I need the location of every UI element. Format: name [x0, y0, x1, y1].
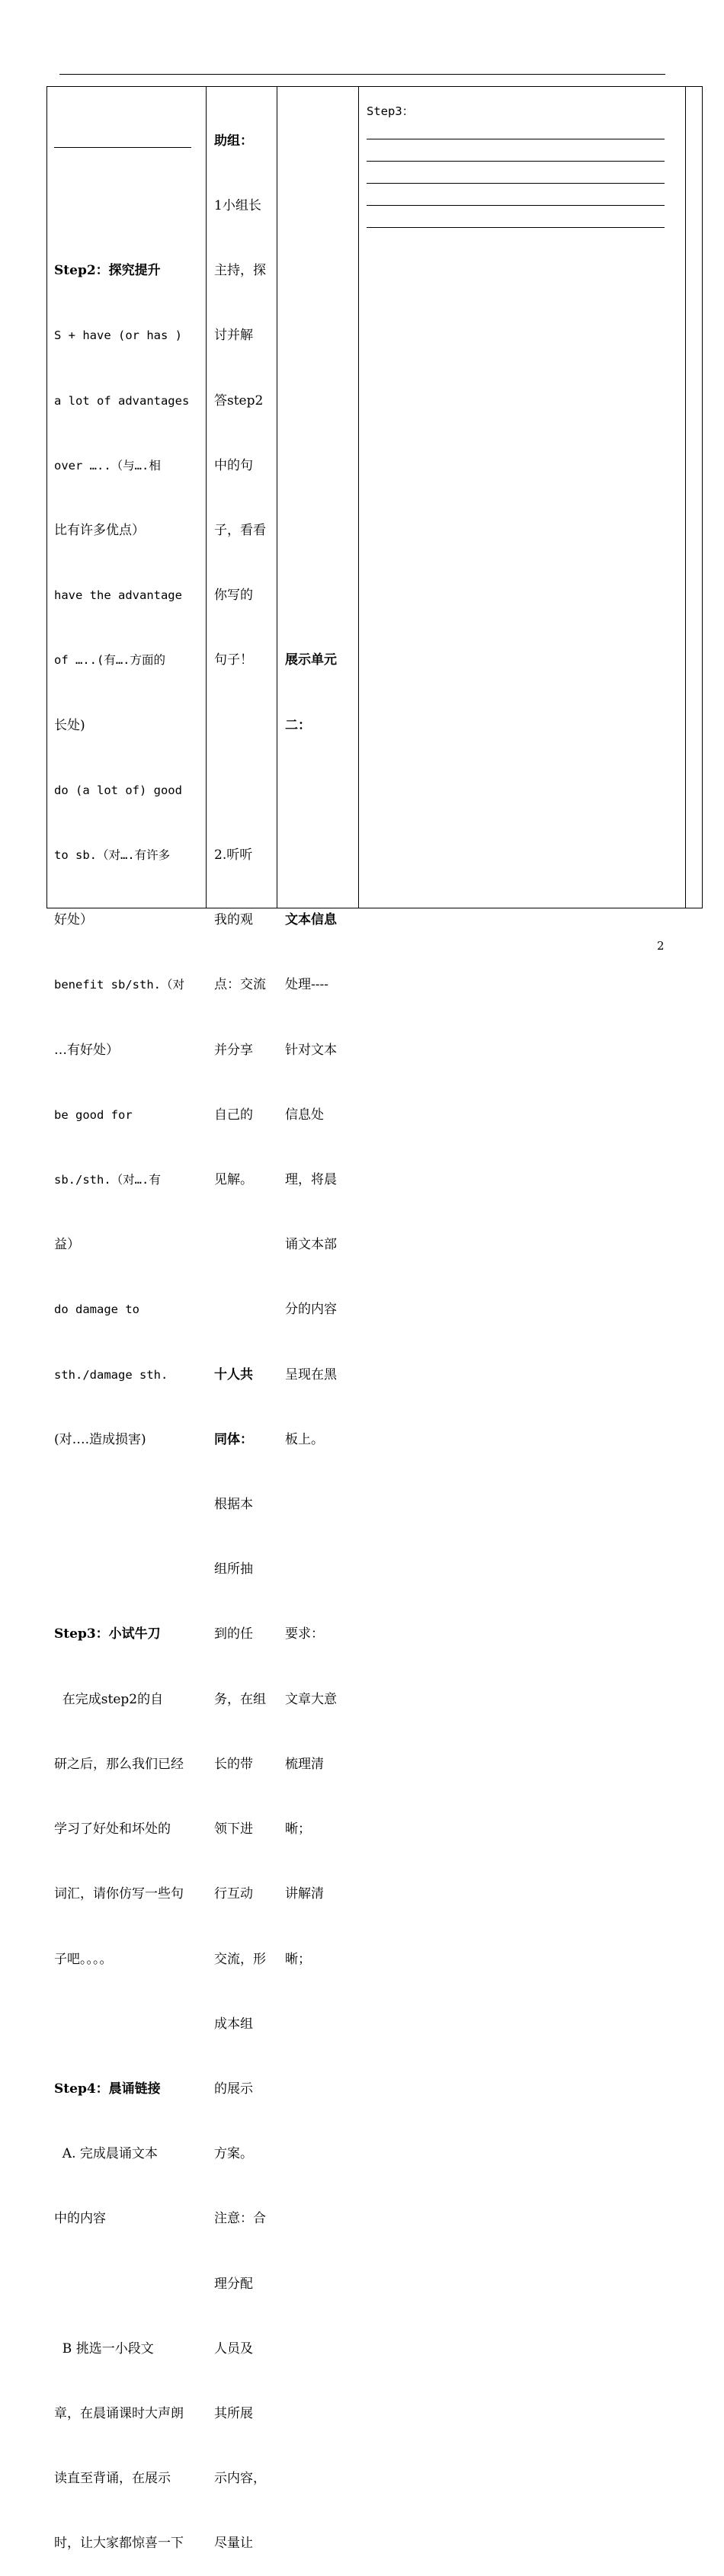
text-line: 长处) — [54, 717, 85, 733]
text-line: 理，将晨 — [285, 1172, 337, 1188]
text-line — [285, 844, 355, 866]
table-right-border — [702, 86, 703, 908]
column-student-activities — [54, 87, 203, 2576]
text-line: 到的任 — [214, 1626, 253, 1642]
section-heading-step2: Step2：探究提升 — [54, 263, 161, 279]
text-line — [285, 195, 355, 216]
section-heading-step3: Step3：小试牛刀 — [54, 1626, 161, 1642]
text-line: 同体： — [214, 1431, 253, 1447]
section-heading-step4: Step4：晨诵链接 — [54, 2081, 161, 2097]
text-line — [54, 195, 203, 216]
text-line: 板上。 — [285, 1431, 324, 1447]
table-left-border — [46, 86, 47, 908]
text-line: 示内容， — [214, 2471, 266, 2487]
text-line: do damage to — [54, 1302, 139, 1317]
text-line: 长的带 — [214, 1756, 253, 1772]
text-line: 你写的 — [214, 588, 253, 604]
text-line — [285, 390, 355, 412]
text-line: 晰； — [285, 1951, 311, 1967]
text-line — [285, 1559, 355, 1580]
text-line: of …..(有….方面的 — [54, 653, 165, 668]
text-line: 交流，形 — [214, 1951, 266, 1967]
text-line: 处理---- — [285, 977, 328, 993]
text-line: sth./damage sth. — [54, 1367, 168, 1382]
text-line — [214, 780, 275, 801]
text-line: 研之后，那么我们已经 — [54, 1756, 184, 1772]
answer-line — [367, 183, 665, 184]
text-line: 主持，探 — [214, 263, 266, 279]
column-group-activities — [214, 87, 275, 2576]
text-line: 中的内容 — [54, 2211, 106, 2227]
text-line: A. 完成晨诵文本 — [54, 2146, 158, 2162]
text-line: 人员及 — [214, 2341, 253, 2357]
text-line — [214, 1234, 275, 1255]
text-line: 十人共 — [214, 1366, 253, 1383]
text-line — [54, 1559, 203, 1580]
text-line: 根据本 — [214, 1497, 253, 1513]
text-line — [285, 455, 355, 476]
text-line: 自己的 — [214, 1107, 253, 1123]
text-line: 讲解清 — [285, 1886, 324, 1902]
text-line: 信息处 — [285, 1107, 324, 1123]
text-line: 务，在组 — [214, 1691, 266, 1707]
text-line: 二： — [285, 717, 311, 733]
text-line: 讨并解 — [214, 328, 253, 344]
text-line: 中的句 — [214, 457, 253, 473]
text-line — [54, 1494, 203, 1515]
column-divider-3 — [358, 86, 359, 908]
answer-line — [367, 161, 665, 162]
text-line: 章，在晨诵课时大声朗 — [54, 2405, 184, 2421]
text-line: 2.听听 — [214, 847, 253, 863]
text-line: (对….造成损害) — [54, 1431, 146, 1447]
text-line: 好处） — [54, 912, 93, 928]
text-line — [285, 260, 355, 281]
text-line: 文本信息 — [285, 912, 337, 928]
text-line: 分的内容 — [285, 1302, 337, 1318]
answer-line — [367, 205, 665, 206]
text-line — [285, 1494, 355, 1515]
text-line: 助组： — [214, 133, 253, 149]
text-line: 针对文本 — [285, 1042, 337, 1058]
text-line: 尽量让 — [214, 2536, 253, 2552]
text-line: 益） — [54, 1237, 80, 1253]
text-line: over …..（与….相 — [54, 458, 161, 473]
text-line — [54, 2014, 203, 2035]
text-line: 文章大意 — [285, 1691, 337, 1707]
text-line: B 挑选一小段文 — [54, 2341, 154, 2357]
text-line: have the advantage — [54, 588, 182, 603]
text-line: 理分配 — [214, 2276, 253, 2292]
text-line: to sb.（对….有许多 — [54, 848, 171, 863]
text-line — [285, 520, 355, 541]
text-line: 在完成step2的自 — [54, 1691, 164, 1707]
text-line: …有好处） — [54, 1042, 119, 1058]
text-line: 读直至背诵，在展示 — [54, 2471, 171, 2487]
text-line: 方案。 — [214, 2146, 253, 2162]
answer-blank-line — [54, 130, 203, 152]
text-line: 要求： — [285, 1626, 324, 1642]
text-line: 见解。 — [214, 1172, 253, 1188]
text-line: benefit sb/sth.（对 — [54, 978, 184, 992]
text-line: 答step2 — [214, 392, 264, 409]
page-number: 2 — [657, 939, 665, 953]
text-line: 子吧。。。。 — [54, 1951, 113, 1967]
text-line: 比有许多优点） — [54, 523, 145, 539]
text-line: 点：交流 — [214, 977, 266, 993]
column-divider-1 — [206, 86, 207, 908]
text-line: 注意：合 — [214, 2211, 266, 2227]
text-line: 我的观 — [214, 912, 253, 928]
header-rule — [59, 74, 665, 75]
text-line: a lot of advantages — [54, 393, 190, 408]
text-line: 梳理清 — [285, 1756, 324, 1772]
text-line: 子，看看 — [214, 523, 266, 539]
text-line: 时，让大家都惊喜一下 — [54, 2536, 184, 2552]
text-line: 晰； — [285, 1821, 311, 1837]
text-line: 成本组 — [214, 2016, 253, 2032]
text-line: 诵文本部 — [285, 1237, 337, 1253]
text-line — [285, 325, 355, 346]
step3-label: Step3： — [367, 104, 415, 118]
text-line: do (a lot of) good — [54, 783, 182, 797]
text-line: 组所抽 — [214, 1562, 253, 1578]
text-line: 1小组长 — [214, 198, 261, 214]
text-line: 词汇，请你仿写一些句 — [54, 1886, 184, 1902]
text-line — [285, 780, 355, 801]
text-line: 领下进 — [214, 1821, 253, 1837]
text-line: 行互动 — [214, 1886, 253, 1902]
text-line: 学习了好处和坏处的 — [54, 1821, 171, 1837]
column-presentation-unit — [285, 87, 355, 1991]
text-line: 并分享 — [214, 1042, 253, 1058]
text-line: 其所展 — [214, 2405, 253, 2421]
answer-line — [367, 227, 665, 228]
text-line: S + have (or has ) — [54, 328, 182, 343]
column-divider-4 — [685, 86, 686, 908]
text-line: 展示单元 — [285, 652, 337, 668]
text-line — [54, 2273, 203, 2295]
text-line — [285, 130, 355, 152]
text-line: sb./sth.（对….有 — [54, 1173, 161, 1187]
text-line: 句子！ — [214, 652, 253, 668]
text-line — [214, 715, 275, 736]
text-line: be good for — [54, 1107, 133, 1122]
text-line: 的展示 — [214, 2081, 253, 2097]
text-line — [285, 585, 355, 606]
text-line — [214, 1299, 275, 1320]
text-line: 呈现在黑 — [285, 1366, 337, 1383]
